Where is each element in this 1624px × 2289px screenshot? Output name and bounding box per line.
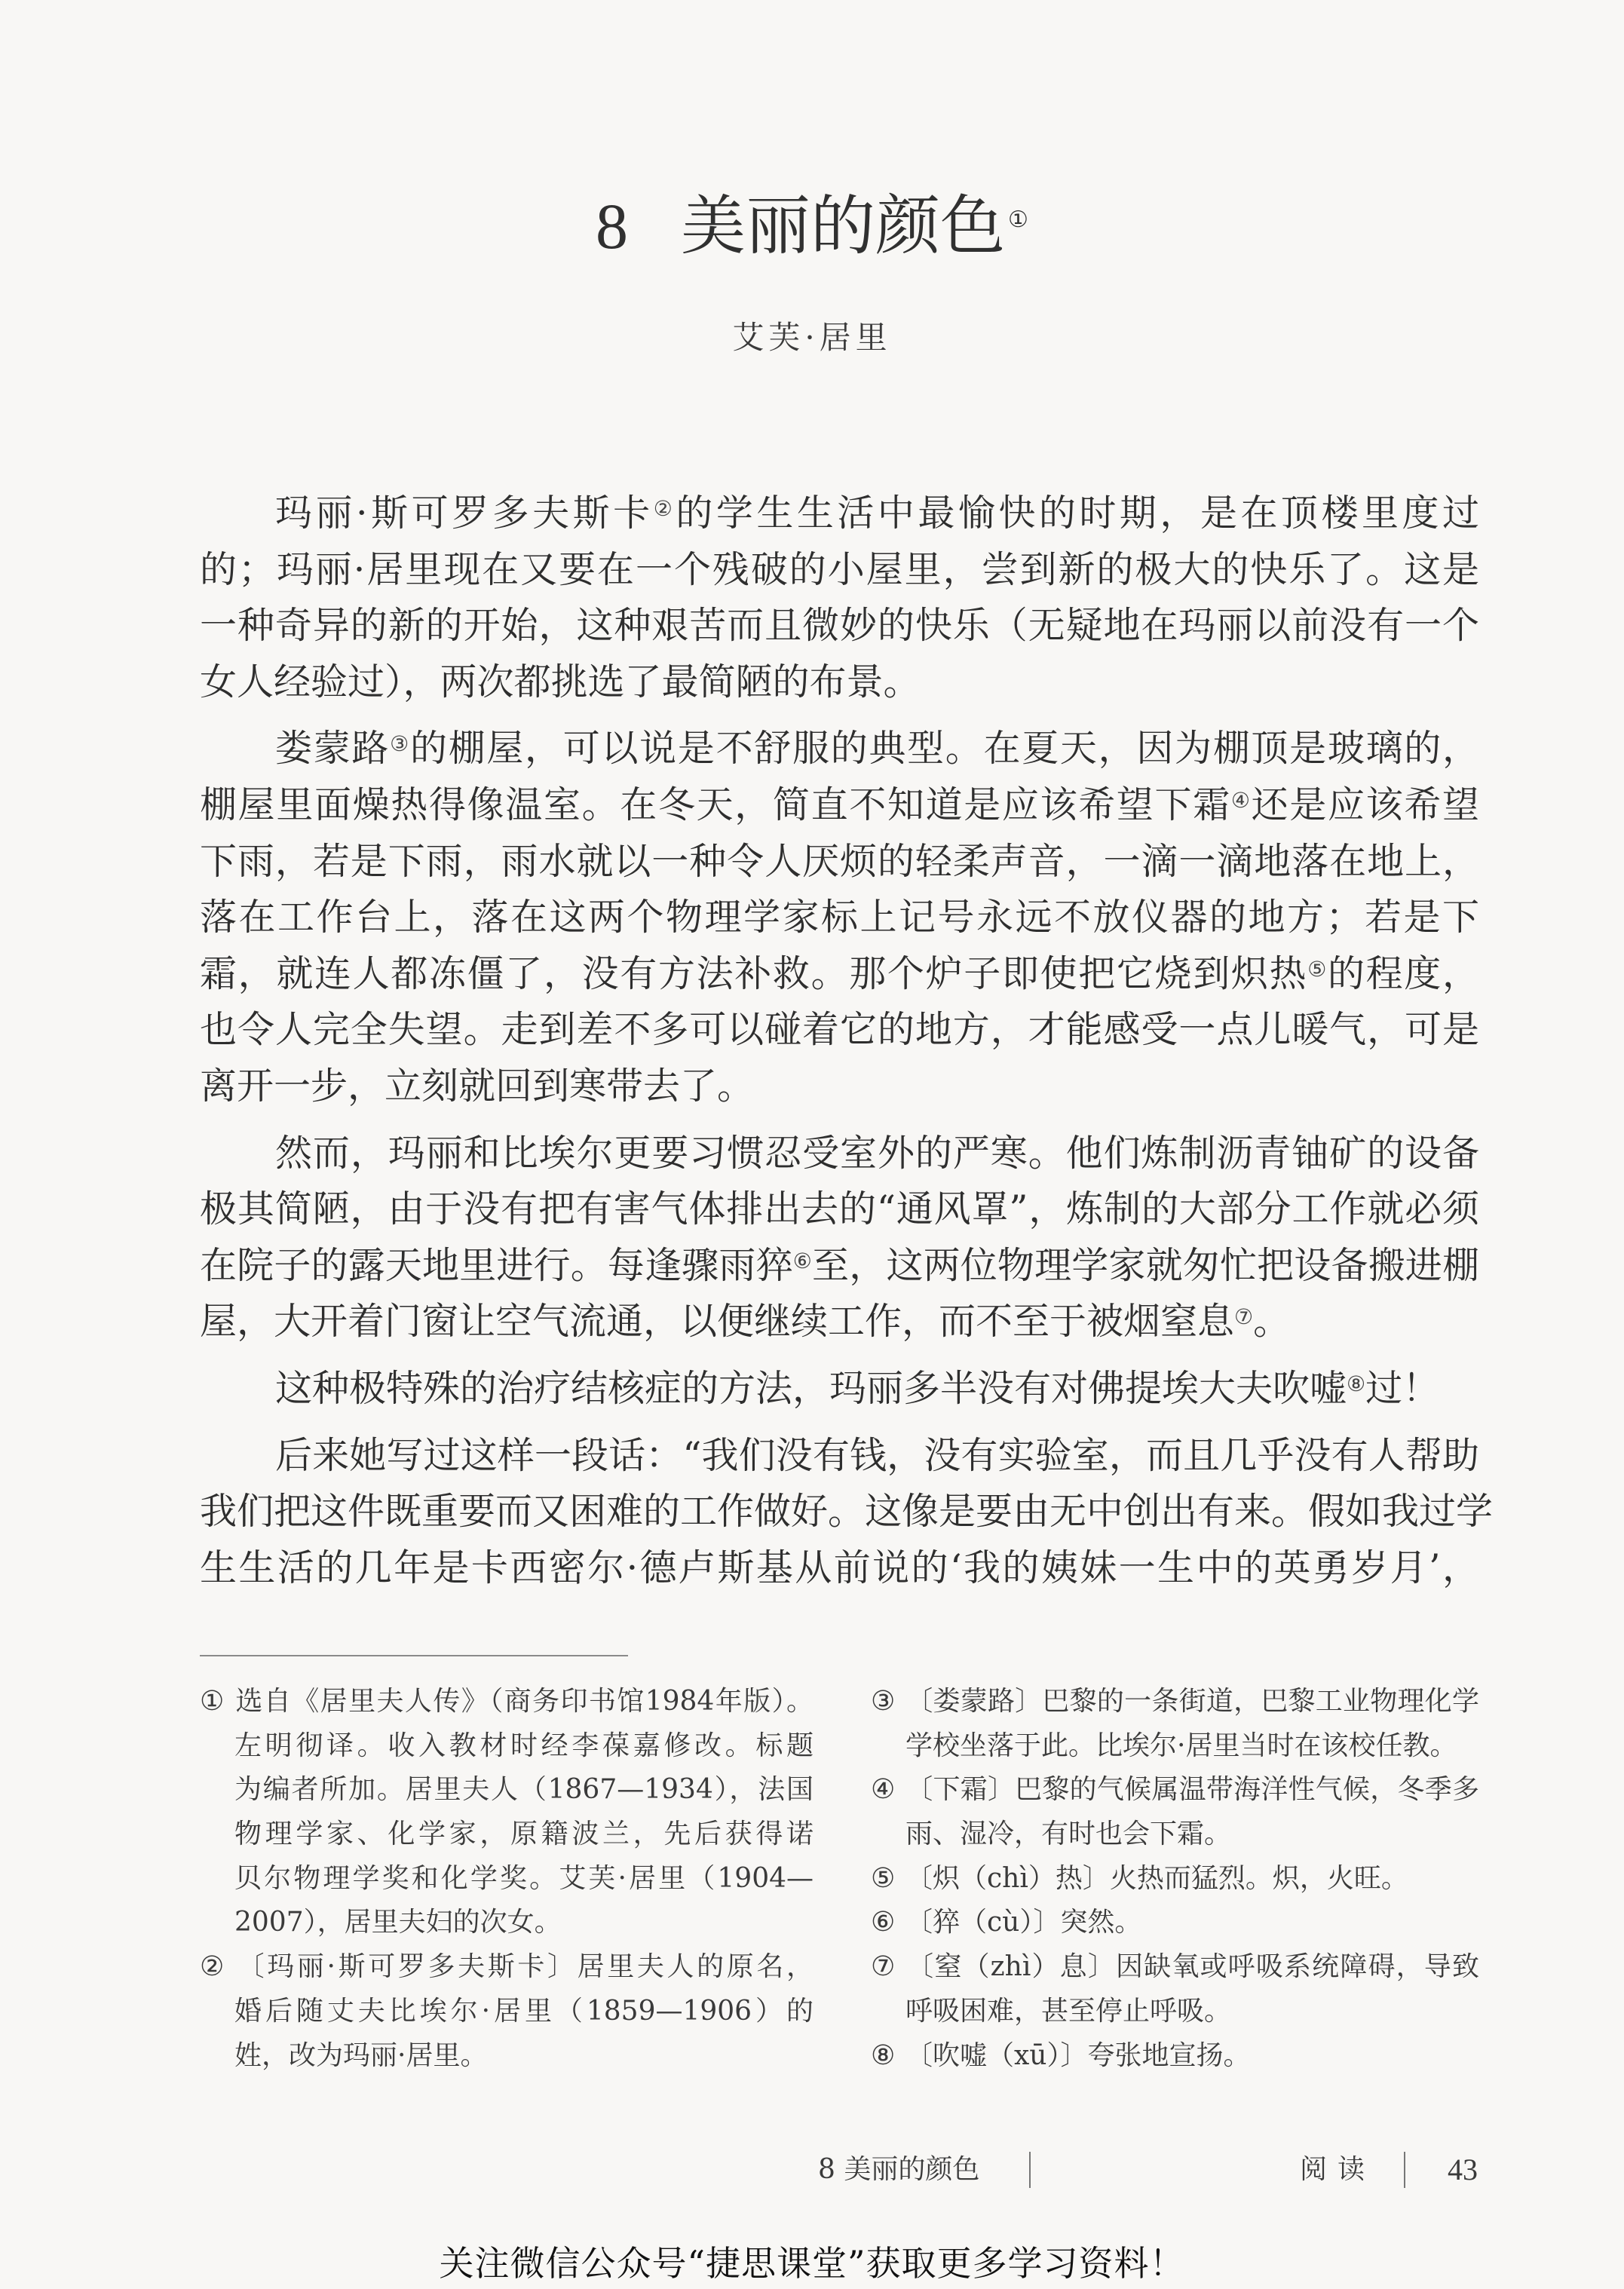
text-line: [200, 1428, 1479, 1485]
text-line: [200, 542, 1479, 599]
promo-banner-text: 关注微信公众号“捷思课堂”获取更多学习资料！: [439, 2243, 1185, 2284]
footnote-marker: ⑥: [871, 1907, 896, 1938]
text-segment: 一种奇异的新的开始，这种艰苦而且微妙的快乐（无疑地在玛丽以前没有一个: [200, 604, 1479, 648]
footnote-line: [200, 1813, 814, 1857]
footnote-text: 贝尔物理学奖和化学奖。艾芙·居里（1904—: [234, 1862, 814, 1894]
footnote-text: 选自《居里夫人传》（商务印书馆1984年版）。: [234, 1686, 814, 1717]
text-line: [200, 1484, 1494, 1540]
text-line: [200, 721, 1479, 777]
footnote-line: [200, 1680, 814, 1724]
footnote-text: 〔娄蒙路〕巴黎的一条街道，巴黎工业物理化学: [905, 1686, 1479, 1717]
footnote-ref: ⑥: [792, 1248, 813, 1273]
footnote: [871, 1768, 1479, 1856]
footnote-ref: ③: [390, 731, 410, 757]
text-line: [200, 946, 1479, 1003]
footnotes-left-column: [200, 1680, 814, 2078]
text-line: [200, 1238, 1479, 1295]
footer-divider: [1029, 2152, 1031, 2188]
footnote: [871, 1945, 1479, 2033]
text-line: [200, 1002, 1479, 1059]
paragraph: [200, 1428, 1494, 1597]
text-segment: 的学生生活中最愉快的时期，是在顶楼里度过: [676, 492, 1480, 535]
author-name: 艾芙·居里: [732, 319, 892, 356]
footnote-text: 姓，改为玛丽·居里。: [234, 2039, 488, 2071]
footnote-line: [200, 1901, 814, 1945]
footnote: [871, 1901, 1479, 1945]
footnote-marker: ③: [871, 1686, 896, 1717]
footer-lesson-title: 8 美丽的颜色: [818, 2154, 980, 2185]
text-segment: 在院子的露天地里进行。每逢骤雨猝: [200, 1243, 793, 1287]
text-segment: 这种极特殊的治疗结核症的方法，玛丽多半没有对佛提埃大夫吹嘘: [275, 1366, 1347, 1410]
text-segment: 然而，玛丽和比埃尔更要习惯忍受室外的严寒。他们炼制沥青铀矿的设备: [275, 1131, 1479, 1175]
paragraph: [200, 486, 1479, 710]
lesson-number: 8: [596, 190, 629, 262]
text-line: [200, 1059, 1479, 1115]
footnote-line: [871, 1857, 1479, 1901]
footnote: [200, 1680, 814, 1945]
footnote-text: 学校坐落于此。比埃尔·居里当时在该校任教。: [905, 1730, 1457, 1761]
text-segment: 棚屋里面燥热得像温室。在冬天，简直不知道是应该希望下霜: [200, 783, 1231, 826]
text-segment: 离开一步，立刻就回到寒带去了。: [200, 1064, 755, 1108]
footnote-ref: ④: [1230, 787, 1252, 813]
footnote-marker: ①: [200, 1686, 225, 1717]
text-line: [200, 890, 1479, 946]
text-line: [200, 1126, 1479, 1182]
article-body: [200, 486, 1494, 1607]
text-segment: 女人经验过），两次都挑选了最简陋的布景。: [200, 660, 921, 703]
footnote-line: [200, 1945, 814, 1990]
text-segment: 的程度，: [1327, 951, 1479, 995]
footnote-marker: ④: [871, 1774, 896, 1806]
footnote-text: 2007），居里夫妇的次女。: [234, 1907, 562, 1938]
footnote-text: 呼吸困难，甚至停止呼吸。: [905, 1995, 1232, 2027]
text-segment: 。: [1253, 1300, 1291, 1344]
text-segment: 生生活的几年是卡西密尔·德卢斯基从前说的‘我的姨妹一生中的英勇岁月’，: [200, 1546, 1479, 1589]
footnote-text: 左明彻译。收入教材时经李葆嘉修改。标题: [234, 1730, 814, 1761]
footnote-ref: ⑧: [1347, 1371, 1366, 1396]
footnote-marker: ⑦: [871, 1951, 896, 1983]
text-segment: 下雨，若是下雨，雨水就以一种令人厌烦的轻柔声音，一滴一滴地落在地上，: [200, 839, 1479, 883]
text-segment: 也令人完全失望。走到差不多可以碰着它的地方，才能感受一点儿暖气，可是: [200, 1008, 1479, 1052]
footnote-line: [871, 1945, 1479, 1990]
footnote-marker: ⑤: [871, 1862, 896, 1894]
text-segment: 极其简陋，由于没有把有害气体排出去的“通风罩”，炼制的大部分工作就必须: [200, 1187, 1479, 1231]
footnote: [200, 1945, 814, 2078]
paragraph: [200, 721, 1479, 1114]
footer-section: 阅读: [1300, 2154, 1376, 2185]
footnote-text: 〔玛丽·斯可罗多夫斯卡〕居里夫人的原名，: [234, 1951, 814, 1983]
footnote-text: 雨、湿冷，有时也会下霜。: [905, 1819, 1232, 1850]
footnote-text: 婚后随丈夫比埃尔·居里（1859—1906）的: [234, 1995, 814, 2027]
footer-divider: [1404, 2152, 1405, 2188]
title-footnote-ref: ①: [1008, 207, 1028, 233]
text-line: [200, 486, 1479, 542]
paragraph: [200, 1361, 1479, 1417]
footnote-divider: [200, 1655, 628, 1656]
footnote-line: [871, 1813, 1479, 1857]
text-segment: 过！: [1365, 1366, 1440, 1410]
footnote-line: [871, 1724, 1479, 1769]
footnote-text: 为编者所加。居里夫人（1867—1934），法国: [234, 1774, 814, 1806]
footnote-line: [871, 1901, 1479, 1945]
footnote-line: [200, 1990, 814, 2034]
lesson-title: [0, 188, 1624, 264]
text-segment: 落在工作台上，落在这两个物理学家标上记号永远不放仪器的地方；若是下: [200, 896, 1479, 939]
text-segment: 娄蒙路: [275, 727, 391, 771]
footnote-line: [871, 1768, 1479, 1813]
footnote-line: [200, 1724, 814, 1769]
text-segment: 屋，大开着门窗让空气流通，以便继续工作，而不至于被烟窒息: [200, 1300, 1235, 1344]
footnote-text: 〔猝（cù）〕突然。: [905, 1907, 1142, 1938]
footnote-ref: ⑦: [1234, 1304, 1254, 1330]
text-line: [200, 777, 1479, 834]
text-line: [200, 1361, 1479, 1417]
text-segment: 还是应该希望: [1251, 783, 1479, 826]
footnote-text: 物理学家、化学家，原籍波兰，先后获得诺: [234, 1819, 814, 1850]
text-segment: 霜，就连人都冻僵了，没有方法补救。那个炉子即使把它烧到炽热: [200, 951, 1308, 995]
paragraph: [200, 1126, 1479, 1350]
text-line: [200, 834, 1479, 890]
text-segment: 的棚屋，可以说是不舒服的典型。在夏天，因为棚顶是玻璃的，: [409, 727, 1479, 771]
footnote-text: 〔窒（zhì）息〕因缺氧或呼吸系统障碍，导致: [905, 1951, 1479, 1983]
text-line: [200, 1540, 1479, 1597]
text-segment: 我们把这件既重要而又困难的工作做好。这像是要由无中创出有来。假如我过学: [200, 1490, 1494, 1534]
footnote-text: 〔吹嘘（xū）〕夸张地宣扬。: [905, 2039, 1251, 2071]
text-segment: 玛丽·斯可罗多夫斯卡: [275, 492, 654, 535]
footnote-marker: ②: [200, 1951, 225, 1983]
lesson-title-text: 美丽的颜色: [681, 188, 1006, 264]
footnote-ref: ②: [653, 496, 676, 521]
footnote-line: [871, 1990, 1479, 2034]
footnote-line: [200, 2034, 814, 2079]
footnote-text: 〔下霜〕巴黎的气候属温带海洋性气候，冬季多: [905, 1774, 1479, 1806]
footnote-line: [871, 1680, 1479, 1724]
text-segment: 后来她写过这样一段话：“我们没有钱，没有实验室，而且几乎没有人帮助: [275, 1433, 1479, 1477]
text-segment: 的；玛丽·居里现在又要在一个残破的小屋里，尝到新的极大的快乐了。这是: [200, 547, 1479, 591]
page-number: 43: [1448, 2153, 1478, 2186]
footnote-line: [871, 2034, 1479, 2079]
text-line: [200, 1294, 1479, 1350]
text-line: [200, 598, 1479, 654]
footnote-line: [200, 1768, 814, 1813]
footnote: [871, 1857, 1479, 1901]
footnote-marker: ⑧: [871, 2039, 896, 2071]
text-line: [200, 654, 1479, 711]
footnotes-right-column: [871, 1680, 1479, 2078]
footnote-ref: ⑤: [1307, 956, 1328, 982]
footnote: [871, 1680, 1479, 1768]
footnote-line: [200, 1857, 814, 1901]
footnote: [871, 2034, 1479, 2079]
page-footer: [0, 2149, 1624, 2191]
text-line: [200, 1181, 1479, 1238]
text-segment: 至，这两位物理学家就匆忙把设备搬进棚: [812, 1243, 1479, 1287]
footnote-text: 〔炽（chì）热〕火热而猛烈。炽，火旺。: [905, 1862, 1408, 1894]
